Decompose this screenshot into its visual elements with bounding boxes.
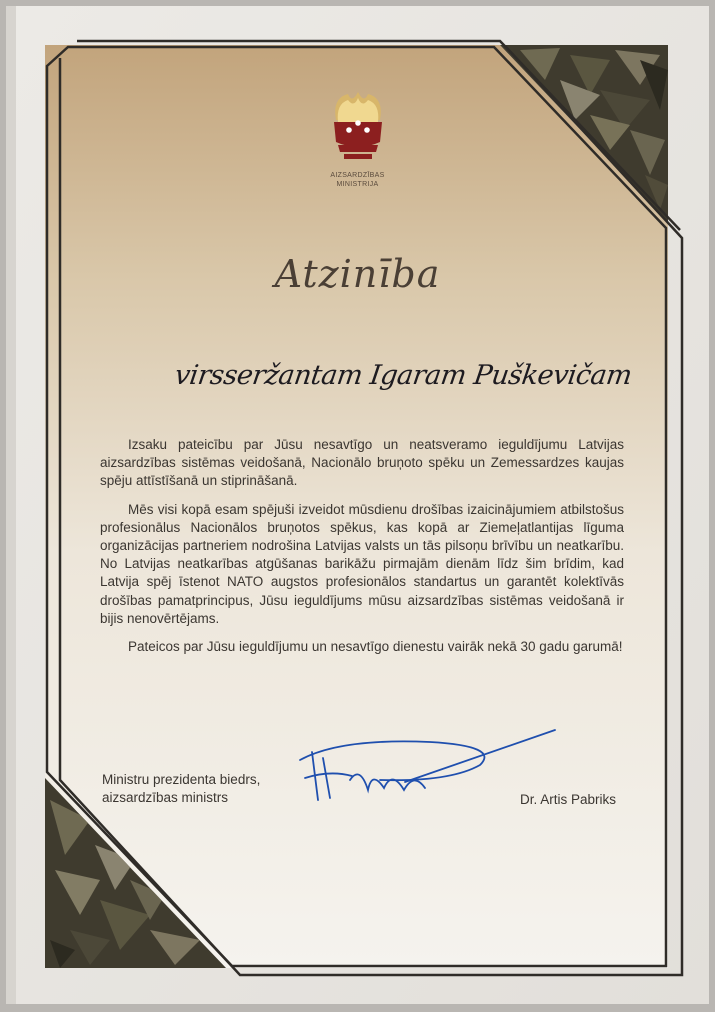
body-paragraph-1: Izsaku pateicību par Jūsu nesavtīgo un neatsveramo ieguldījumu Latvijas aizsardzības sistēmas veidošanā, Nacionālo bruņoto spēku un Zemessardzes kaujas spēju attīstīšanā un stiprināšanā. — [100, 437, 624, 489]
signatory-position — [102, 771, 260, 807]
certificate-body — [100, 436, 624, 666]
emblem-caption — [0, 171, 715, 189]
emblem-caption-line1: AIZSARDZĪBAS — [330, 172, 385, 179]
body-paragraph-3: Pateicos par Jūsu ieguldījumu un nesavtīgo dienestu vairāk nekā 30 gadu garumā! — [128, 639, 623, 655]
ministry-emblem — [334, 92, 382, 159]
signatory-position-line1: Ministru prezidenta biedrs, — [102, 772, 261, 787]
emblem-caption-line2: MINISTRIJA — [336, 181, 379, 188]
document-title: Atzinība — [274, 252, 441, 296]
handwritten-recipient: virsseržantam Igaram Puškevičam — [172, 360, 634, 391]
body-paragraph-2: Mēs visi kopā esam spējuši izveidot mūsdienu drošības izaicinājumiem atbilstošus profesionālus Nacionālos bruņotos spēkus, kas kopā ar Ziemeļatlantijas līguma organizācijas partneriem nodrošina Latvijas valsts un tās pilsoņu brīvību un neatkarību. No Latvijas neatkarības atgūšanas barikāžu pirmajām dienām līdz šim brīdim, kad Latvija spēj īstenot NATO augstos profesionālos standartus un garantēt kolektīvās drošības pamatprincipus, Jūsu ieguldījums mūsu aizsardzības sistēmas veidošanā ir bijis nenovērtējams. — [100, 501, 624, 626]
left-edge-shadow — [6, 6, 16, 1004]
signatory-position-line2: aizsardzības ministrs — [102, 790, 229, 805]
signatory-name: Dr. Artis Pabriks — [520, 792, 617, 807]
